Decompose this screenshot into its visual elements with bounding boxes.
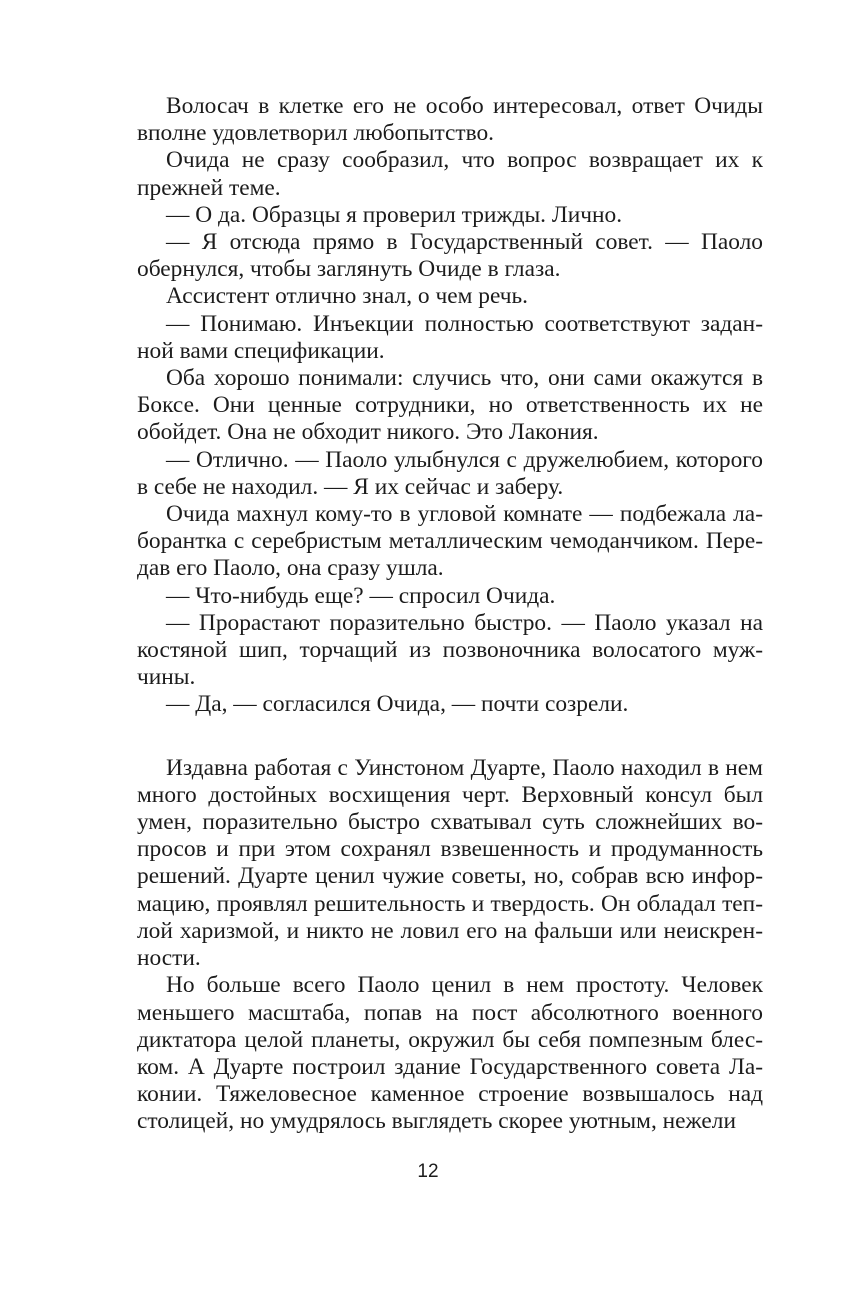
paragraph: Но больше всего Паоло ценил в нем простоту. Человек меньшего масштаба, попав на пост абсолютного военного диктатора целой планеты, окружил бы себя помпезным блеском. А Дуарте построил здание Государственного совета Лаконии. Тяжеловесное каменное строение возвышалось над столицей, но умудрялось выглядеть скорее уютным, нежели (137, 972, 763, 1135)
paragraph: Волосач в клетке его не особо интересовал, ответ Очиды вполне удовлетворил любопытство. (137, 93, 763, 147)
page-number: 12 (417, 1161, 439, 1182)
paragraph: Оба хорошо понимали: случись что, они сами окажутся в Боксе. Они ценные сотрудники, но ответственность их не обойдет. Она не обходит никого. Это Лакония. (137, 365, 763, 446)
paragraph: — Да, — согласился Очида, — почти созрели. (166, 691, 629, 718)
paragraph: — О да. Образцы я проверил трижды. Лично. (166, 201, 623, 228)
paragraph: Издавна работая с Уинстоном Дуарте, Паоло находил в нем много достойных восхищения черт. Верховный консул был умен, поразительно быстро схватывал суть сложнейших вопросов и при этом сохранял взвешенность и продуманность решений. Дуарте ценил чужие советы, но, собрав всю информацию, проявлял решительность и твердость. Он обладал теплой харизмой, и никто не ловил его на фальши или неискренности. (137, 754, 763, 972)
page-body (137, 93, 763, 1136)
section-break (137, 719, 763, 755)
paragraph: — Прорастают поразительно быстро. — Паоло указал на костяной шип, торчащий из позвоночника волосатого мужчины. (137, 609, 763, 691)
paragraph: — Понимаю. Инъекции полностью соответствуют заданной вами спецификации. (137, 310, 763, 364)
paragraph: Очида не сразу сообразил, что вопрос возвращает их к прежней теме. (137, 147, 763, 201)
paragraph: — Я отсюда прямо в Государственный совет. — Паоло обернулся, чтобы заглянуть Очиде в глаза. (137, 229, 763, 283)
paragraph: Очида махнул кому-то в угловой комнате — подбежала лаборантка с серебристым металлическим чемоданчиком. Передав его Паоло, она сразу ушла. (137, 501, 763, 582)
paragraph: — Что-нибудь еще? — спросил Очида. (166, 582, 556, 609)
paragraph: Ассистент отлично знал, о чем речь. (166, 283, 529, 310)
paragraph: — Отлично. — Паоло улыбнулся с дружелюбием, которого в себе не находил. — Я их сейчас и заберу. (137, 446, 763, 500)
